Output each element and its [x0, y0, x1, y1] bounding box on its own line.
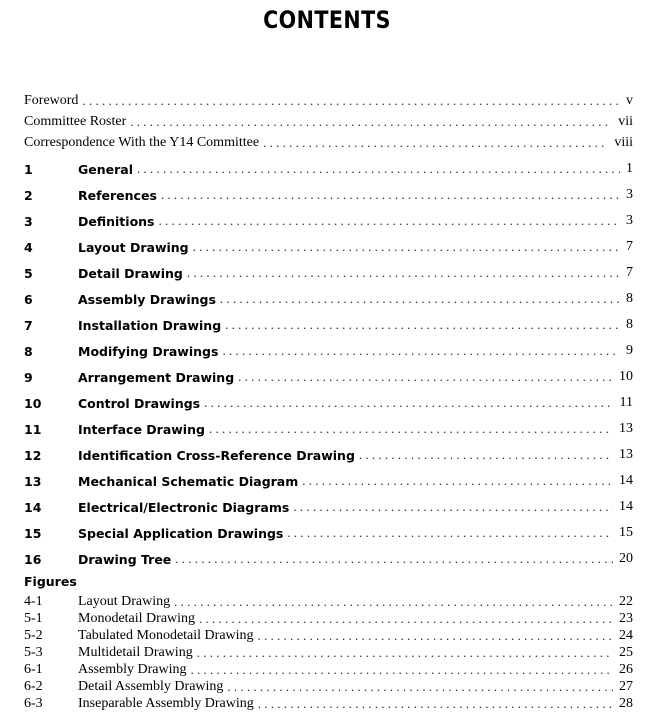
section-number: 2	[24, 188, 33, 203]
section-label: References	[78, 188, 157, 203]
figure-page: 25	[619, 645, 633, 660]
section-page: 15	[619, 525, 633, 540]
toc-section-12[interactable]	[24, 445, 633, 463]
section-number: 11	[24, 422, 42, 437]
section-page: 13	[619, 421, 633, 436]
section-label: Control Drawings	[78, 396, 201, 411]
section-label: Identification Cross-Reference Drawing	[78, 448, 355, 463]
toc-entry-label: Correspondence With the Y14 Committee	[24, 135, 260, 150]
dot-leader	[187, 265, 620, 281]
figure-label: Inseparable Assembly Drawing	[78, 696, 254, 711]
figure-page: 23	[619, 611, 633, 626]
figures-heading: Figures	[24, 574, 77, 589]
section-number: 16	[24, 552, 42, 567]
section-label: Electrical/Electronic Diagrams	[78, 500, 290, 515]
figure-number: 6-3	[24, 696, 43, 711]
toc-entry-foreword[interactable]	[24, 91, 633, 109]
dot-leader	[302, 473, 613, 489]
toc-figure-4-1[interactable]	[24, 592, 633, 610]
section-page: 11	[619, 395, 633, 410]
figure-number: 5-1	[24, 611, 43, 626]
figure-page: 27	[619, 679, 633, 694]
dot-leader	[209, 421, 613, 437]
section-label: Definitions	[78, 214, 155, 229]
toc-section-11[interactable]	[24, 419, 633, 437]
toc-section-15[interactable]	[24, 523, 633, 541]
dot-leader	[258, 628, 613, 644]
toc-entry-correspondence[interactable]	[24, 133, 633, 151]
toc-section-8[interactable]	[24, 341, 633, 359]
dot-leader	[204, 395, 613, 411]
section-number: 7	[24, 318, 33, 333]
figure-label: Layout Drawing	[78, 594, 171, 609]
toc-section-10[interactable]	[24, 393, 633, 411]
section-number: 9	[24, 370, 33, 385]
figure-label: Monodetail Drawing	[78, 611, 196, 626]
figure-page: 24	[619, 628, 633, 643]
dot-leader	[227, 679, 613, 695]
toc-figure-5-2[interactable]	[24, 626, 633, 644]
section-number: 15	[24, 526, 42, 541]
section-number: 3	[24, 214, 33, 229]
section-page: 8	[626, 291, 633, 306]
figure-number: 4-1	[24, 594, 43, 609]
dot-leader	[238, 369, 613, 385]
section-page: 3	[626, 187, 633, 202]
toc-section-2[interactable]	[24, 185, 633, 203]
toc-figure-5-1[interactable]	[24, 609, 633, 627]
section-label: Arrangement Drawing	[78, 370, 235, 385]
section-number: 6	[24, 292, 33, 307]
section-label: Modifying Drawings	[78, 344, 219, 359]
dot-leader	[159, 213, 621, 229]
figure-label: Detail Assembly Drawing	[78, 679, 224, 694]
section-label: Installation Drawing	[78, 318, 222, 333]
section-number: 4	[24, 240, 33, 255]
toc-section-13[interactable]	[24, 471, 633, 489]
dot-leader	[137, 161, 620, 177]
section-label: Layout Drawing	[78, 240, 189, 255]
section-page: 7	[626, 265, 633, 280]
toc-entry-label: Committee Roster	[24, 114, 127, 129]
dot-leader	[82, 93, 620, 109]
section-label: Drawing Tree	[78, 552, 172, 567]
toc-figure-6-2[interactable]	[24, 677, 633, 695]
toc-section-7[interactable]	[24, 315, 633, 333]
section-label: Interface Drawing	[78, 422, 205, 437]
figure-number: 6-1	[24, 662, 43, 677]
section-number: 10	[24, 396, 42, 411]
toc-figure-6-1[interactable]	[24, 660, 633, 678]
page-title: CONTENTS	[263, 6, 391, 34]
section-label: Special Application Drawings	[78, 526, 284, 541]
dot-leader	[359, 447, 613, 463]
figure-number: 5-2	[24, 628, 43, 643]
section-number: 5	[24, 266, 33, 281]
toc-section-1[interactable]	[24, 159, 633, 177]
toc-section-6[interactable]	[24, 289, 633, 307]
toc-entry-committee-roster[interactable]	[24, 112, 633, 130]
toc-section-4[interactable]	[24, 237, 633, 255]
toc-entry-label: Foreword	[24, 93, 79, 108]
toc-entry-page: viii	[614, 135, 633, 150]
dot-leader	[197, 645, 613, 661]
figure-label: Tabulated Monodetail Drawing	[78, 628, 254, 643]
toc-entry-page: v	[626, 93, 633, 108]
section-page: 13	[619, 447, 633, 462]
toc-section-14[interactable]	[24, 497, 633, 515]
dot-leader	[193, 239, 620, 255]
dot-leader	[220, 291, 620, 307]
section-label: Mechanical Schematic Diagram	[78, 474, 299, 489]
toc-section-9[interactable]	[24, 367, 633, 385]
dot-leader	[175, 551, 613, 567]
section-number: 8	[24, 344, 33, 359]
figure-label: Assembly Drawing	[78, 662, 187, 677]
section-page: 20	[619, 551, 633, 566]
figure-number: 6-2	[24, 679, 43, 694]
figure-label: Multidetail Drawing	[78, 645, 193, 660]
dot-leader	[225, 317, 620, 333]
toc-section-3[interactable]	[24, 211, 633, 229]
dot-leader	[199, 611, 613, 627]
section-page: 1	[626, 161, 633, 176]
section-page: 7	[626, 239, 633, 254]
section-number: 12	[24, 448, 42, 463]
dot-leader	[191, 662, 614, 678]
toc-figure-5-3[interactable]	[24, 643, 633, 661]
dot-leader	[287, 525, 613, 541]
section-page: 10	[619, 369, 633, 384]
section-number: 13	[24, 474, 42, 489]
section-page: 9	[626, 343, 633, 358]
section-page: 14	[619, 473, 633, 488]
figure-page: 22	[619, 594, 633, 609]
section-number: 1	[24, 162, 33, 177]
section-page: 8	[626, 317, 633, 332]
section-page: 14	[619, 499, 633, 514]
section-label: General	[78, 162, 133, 177]
dot-leader	[258, 696, 613, 712]
section-page: 3	[626, 213, 633, 228]
dot-leader	[293, 499, 613, 515]
toc-section-5[interactable]	[24, 263, 633, 281]
dot-leader	[222, 343, 620, 359]
toc-entry-page: vii	[618, 114, 633, 129]
toc-figure-6-3[interactable]	[24, 694, 633, 712]
figure-number: 5-3	[24, 645, 43, 660]
figure-page: 26	[619, 662, 633, 677]
figure-page: 28	[619, 696, 633, 711]
section-number: 14	[24, 500, 42, 515]
dot-leader	[174, 594, 613, 610]
toc-section-16[interactable]	[24, 549, 633, 567]
dot-leader	[130, 114, 612, 130]
dot-leader	[263, 135, 608, 151]
dot-leader	[161, 187, 620, 203]
section-label: Detail Drawing	[78, 266, 183, 281]
section-label: Assembly Drawings	[78, 292, 216, 307]
